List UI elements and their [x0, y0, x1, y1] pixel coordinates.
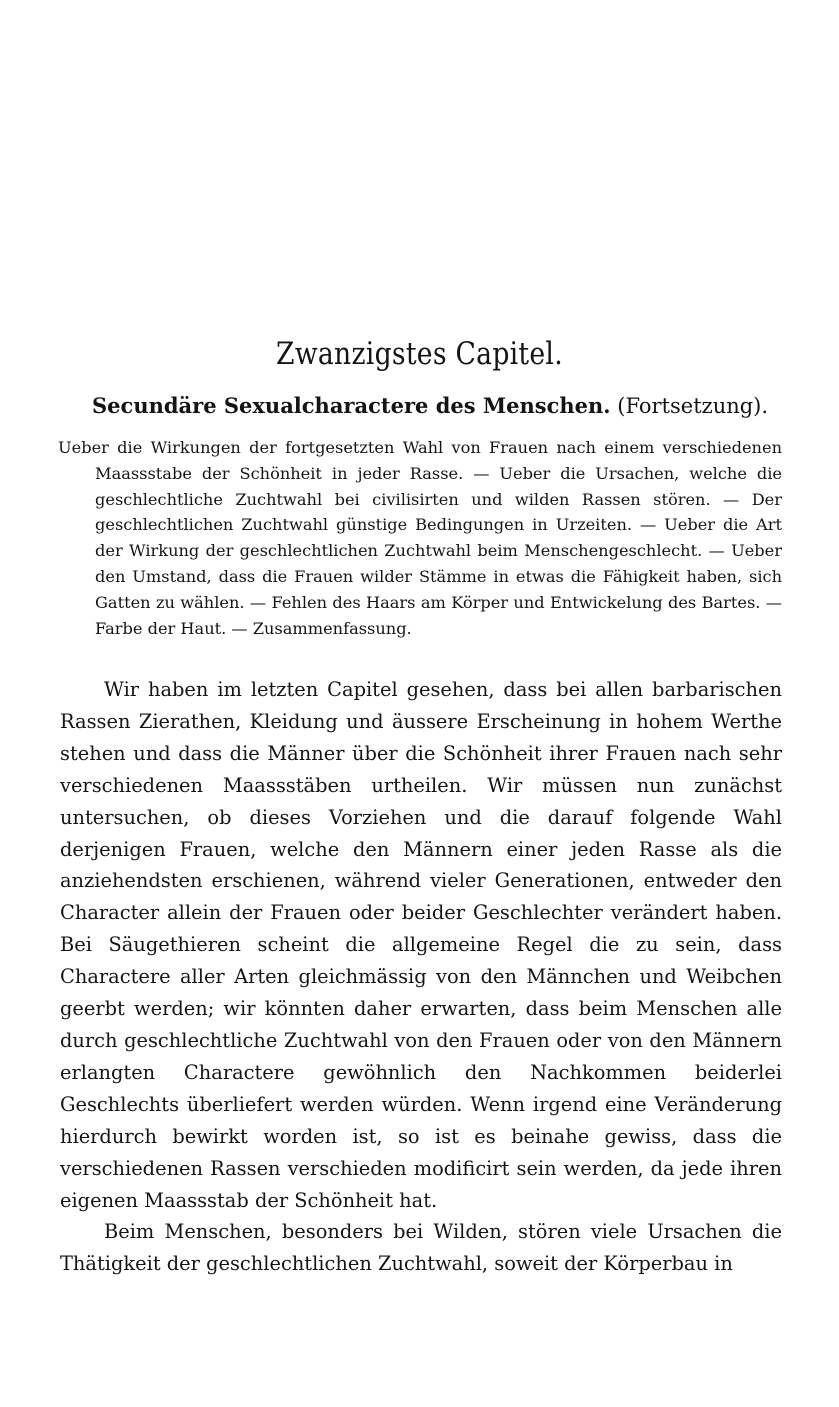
paragraph-2: Beim Menschen, besonders bei Wilden, stören viele Ursachen die Thätigkeit der geschlechtlichen Zuchtwahl, soweit der Körperbau in	[60, 1220, 782, 1276]
body-text	[60, 674, 782, 1280]
chapter-title: Zwanzigstes Capitel.	[276, 336, 563, 372]
chapter-summary	[58, 435, 782, 641]
chapter-subtitle	[92, 392, 769, 420]
paragraph-1: Wir haben im letzten Capitel gesehen, dass bei allen barbarischen Rassen Zierathen, Kleidung und äussere Erscheinung in hohem Werthe stehen und dass die Männer über die Schönheit ihrer Frauen nach sehr verschiedenen Maassstäben urtheilen. Wir müssen nun zunächst untersuchen, ob dieses Vorziehen und die darauf folgende Wahl derjenigen Frauen, welche den Männern einer jeden Rasse als die anziehendsten erschienen, während vieler Generationen, entweder den Character allein der Frauen oder beider Geschlechter verändert haben. Bei Säugethieren scheint die allgemeine Regel die zu sein, dass Charactere aller Arten gleichmässig von den Männchen und Weibchen geerbt werden; wir könnten daher erwarten, dass beim Menschen alle durch geschlechtliche Zuchtwahl von den Frauen oder von den Männern erlangten Charactere gewöhnlich den Nachkommen beiderlei Geschlechts überliefert werden würden. Wenn irgend eine Veränderung hierdurch bewirkt worden ist, so ist es beinahe gewiss, dass die verschiedenen Rassen verschieden modificirt sein werden, da jede ihren eigenen Maassstab der Schönheit hat.	[60, 678, 782, 1212]
chapter-subtitle-main: Secundäre Sexualcharactere des Menschen.	[92, 393, 611, 418]
chapter-summary-text: Ueber die Wirkungen der fortgesetzten Wahl von Frauen nach einem verschiedenen Maassstabe der Schönheit in jeder Rasse. — Ueber die Ursachen, welche die geschlechtliche Zuchtwahl bei civilisirten und wilden Rassen stören. — Der geschlechtlichen Zuchtwahl günstige Bedingungen in Urzeiten. — Ueber die Art der Wirkung der geschlechtlichen Zuchtwahl beim Menschengeschlecht. — Ueber den Umstand, dass die Frauen wilder Stämme in etwas die Fähigkeit haben, sich Gatten zu wählen. — Fehlen des Haars am Körper und Entwickelung des Bartes. — Farbe der Haut. — Zusammenfassung.	[58, 438, 782, 638]
chapter-subtitle-continuation: (Fortsetzung).	[617, 394, 769, 418]
